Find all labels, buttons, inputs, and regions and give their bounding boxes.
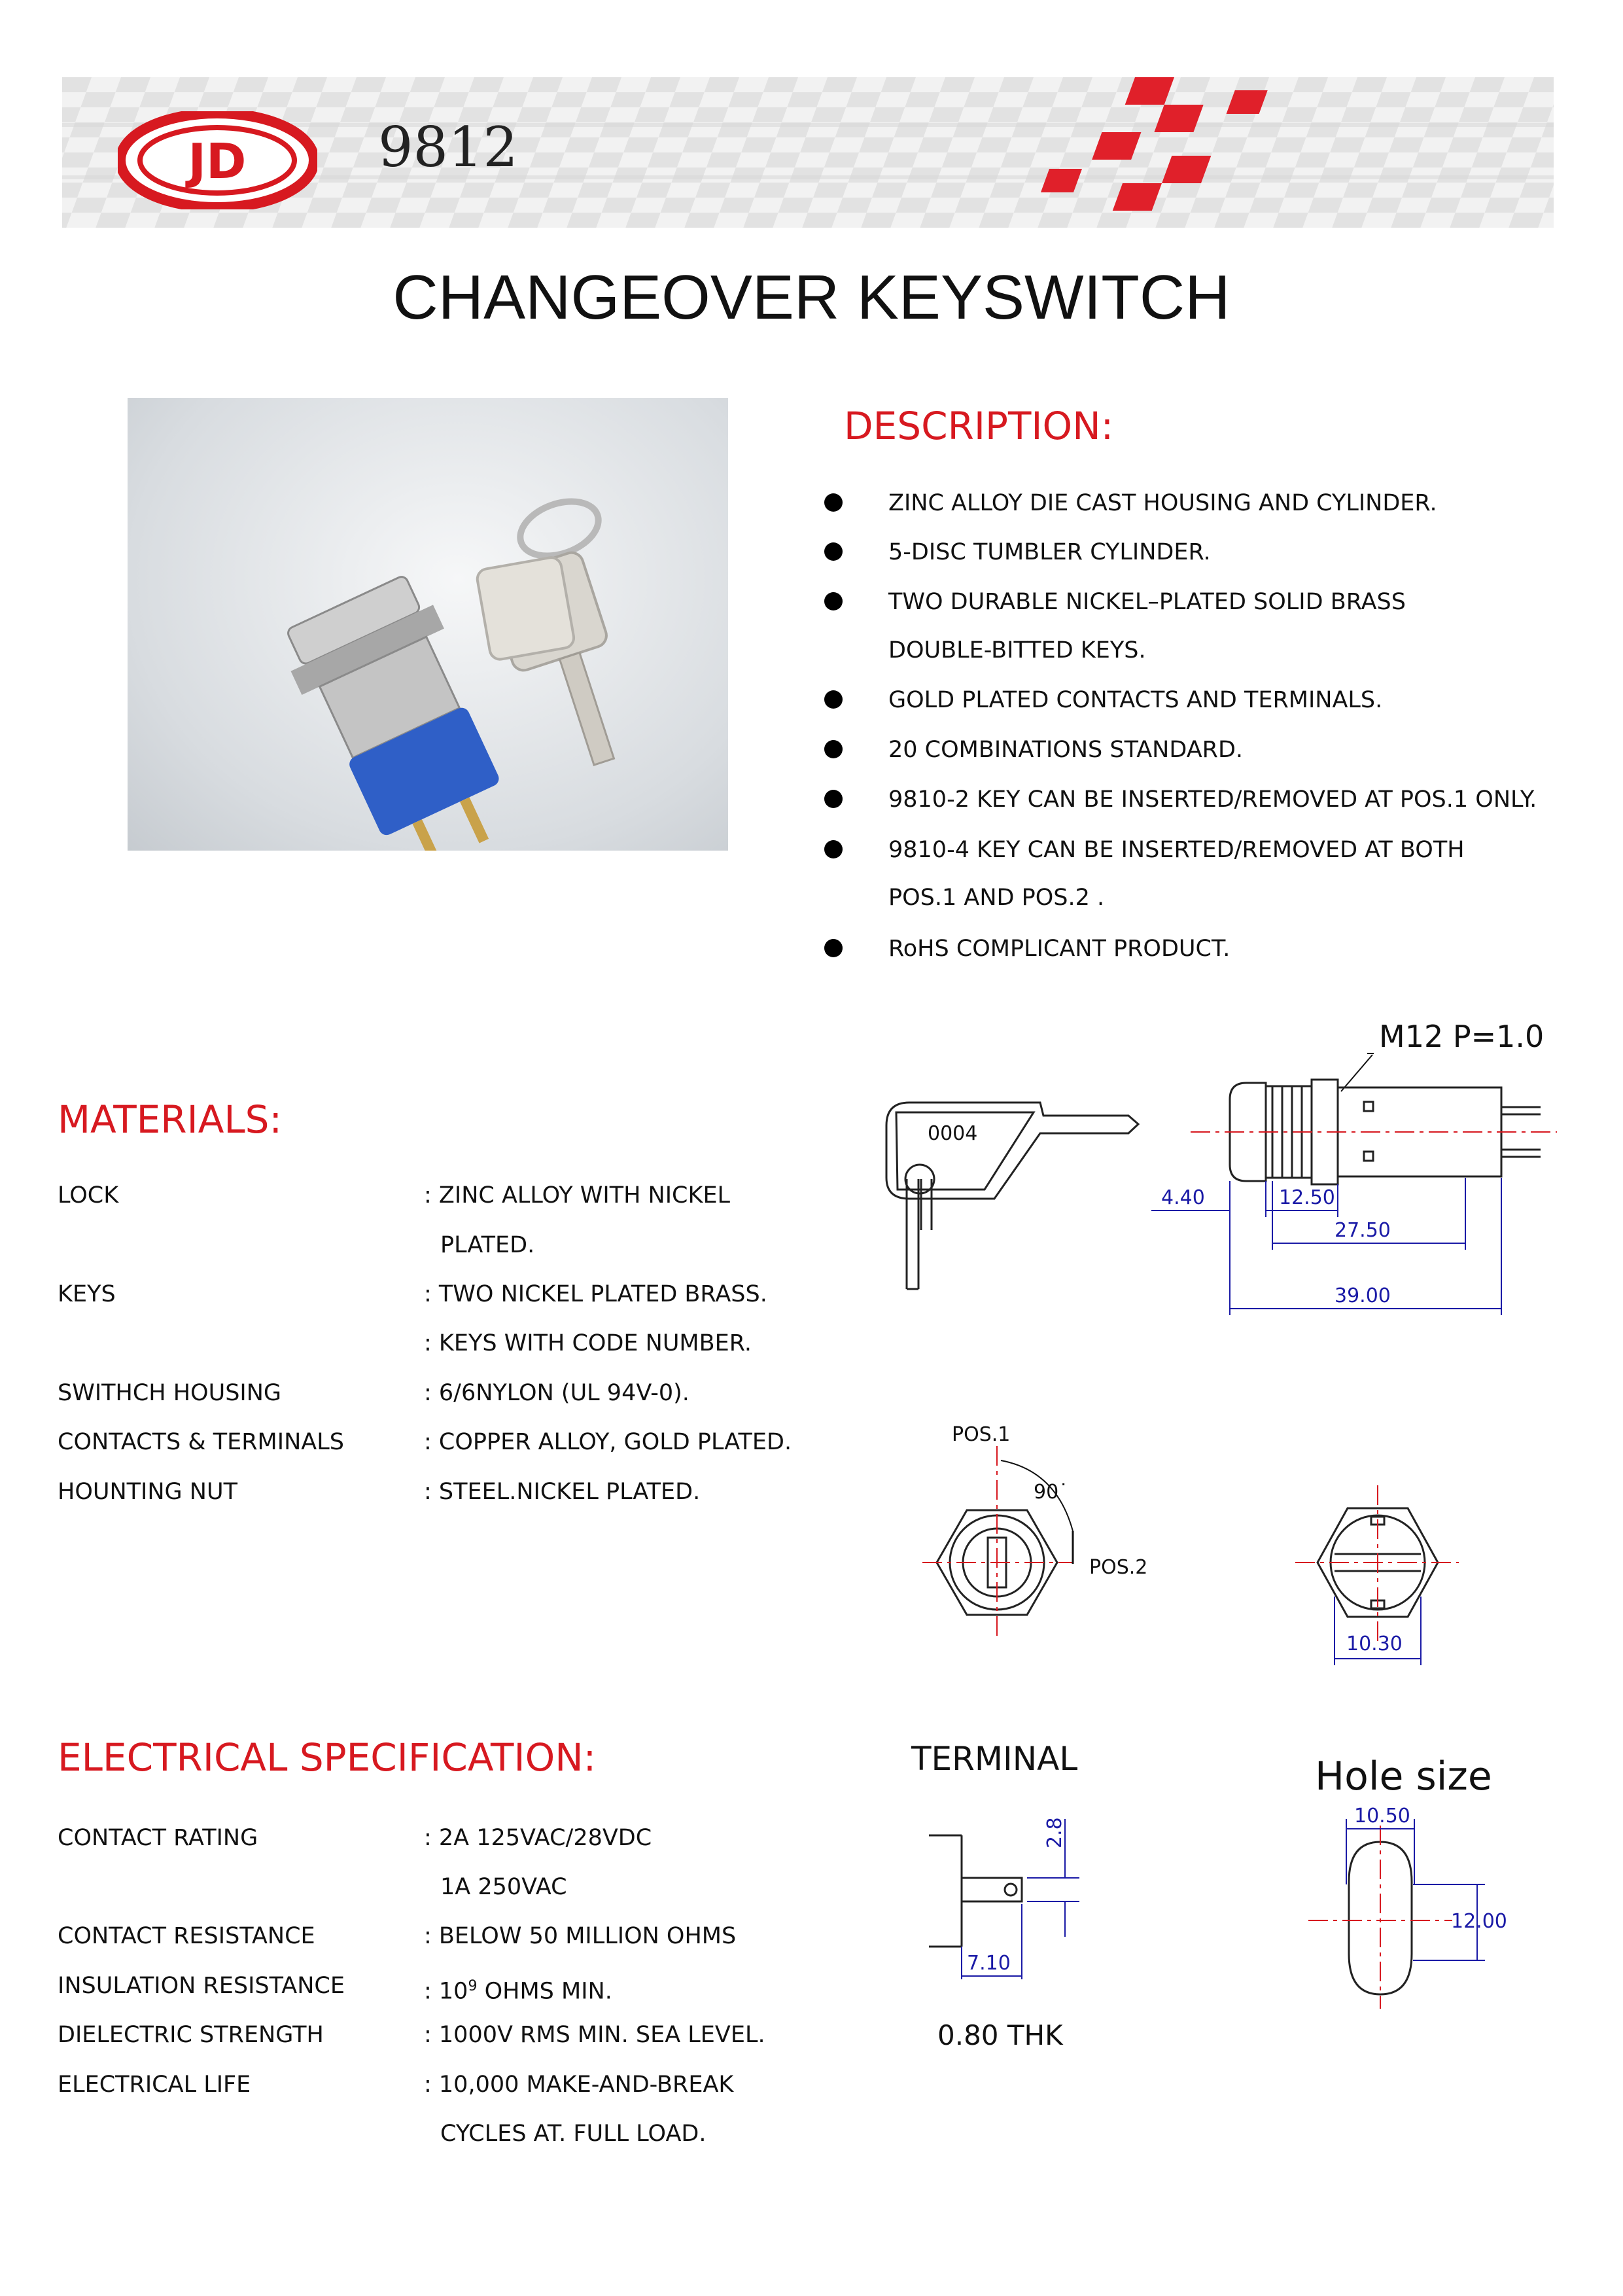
dim-2-8: 2.8 bbox=[1043, 1817, 1066, 1848]
dim-4-40: 4.40 bbox=[1161, 1186, 1205, 1209]
thread-label: M12 P=1.0 bbox=[1379, 1019, 1544, 1054]
dim-7-10: 7.10 bbox=[967, 1952, 1011, 1975]
dim-10-30: 10.30 bbox=[1346, 1633, 1403, 1655]
dim-12-50: 12.50 bbox=[1279, 1186, 1335, 1209]
key-drawing bbox=[886, 1103, 1138, 1289]
terminal-drawing bbox=[929, 1835, 1022, 1947]
angle-label: 90˙ bbox=[1034, 1481, 1069, 1504]
logo-text: JD bbox=[188, 133, 247, 190]
pos1-label: POS.1 bbox=[952, 1423, 1011, 1446]
electrical-heading: ELECTRICAL SPECIFICATION: bbox=[58, 1735, 597, 1780]
key-code-label: 0004 bbox=[928, 1122, 978, 1145]
dim-27-50: 27.50 bbox=[1335, 1219, 1391, 1242]
pos2-label: POS.2 bbox=[1089, 1556, 1148, 1579]
hole-size-heading: Hole size bbox=[1315, 1754, 1492, 1799]
model-number: 9812 bbox=[378, 115, 518, 179]
dim-39-00: 39.00 bbox=[1335, 1284, 1391, 1307]
dim-12-00: 12.00 bbox=[1451, 1910, 1507, 1933]
materials-heading: MATERIALS: bbox=[58, 1097, 283, 1142]
description-heading: DESCRIPTION: bbox=[844, 404, 1114, 448]
dim-10-50: 10.50 bbox=[1354, 1805, 1410, 1828]
terminal-heading: TERMINAL bbox=[911, 1740, 1078, 1778]
thickness-label: 0.80 THK bbox=[937, 2019, 1063, 2051]
page-title: CHANGEOVER KEYSWITCH bbox=[393, 262, 1230, 332]
